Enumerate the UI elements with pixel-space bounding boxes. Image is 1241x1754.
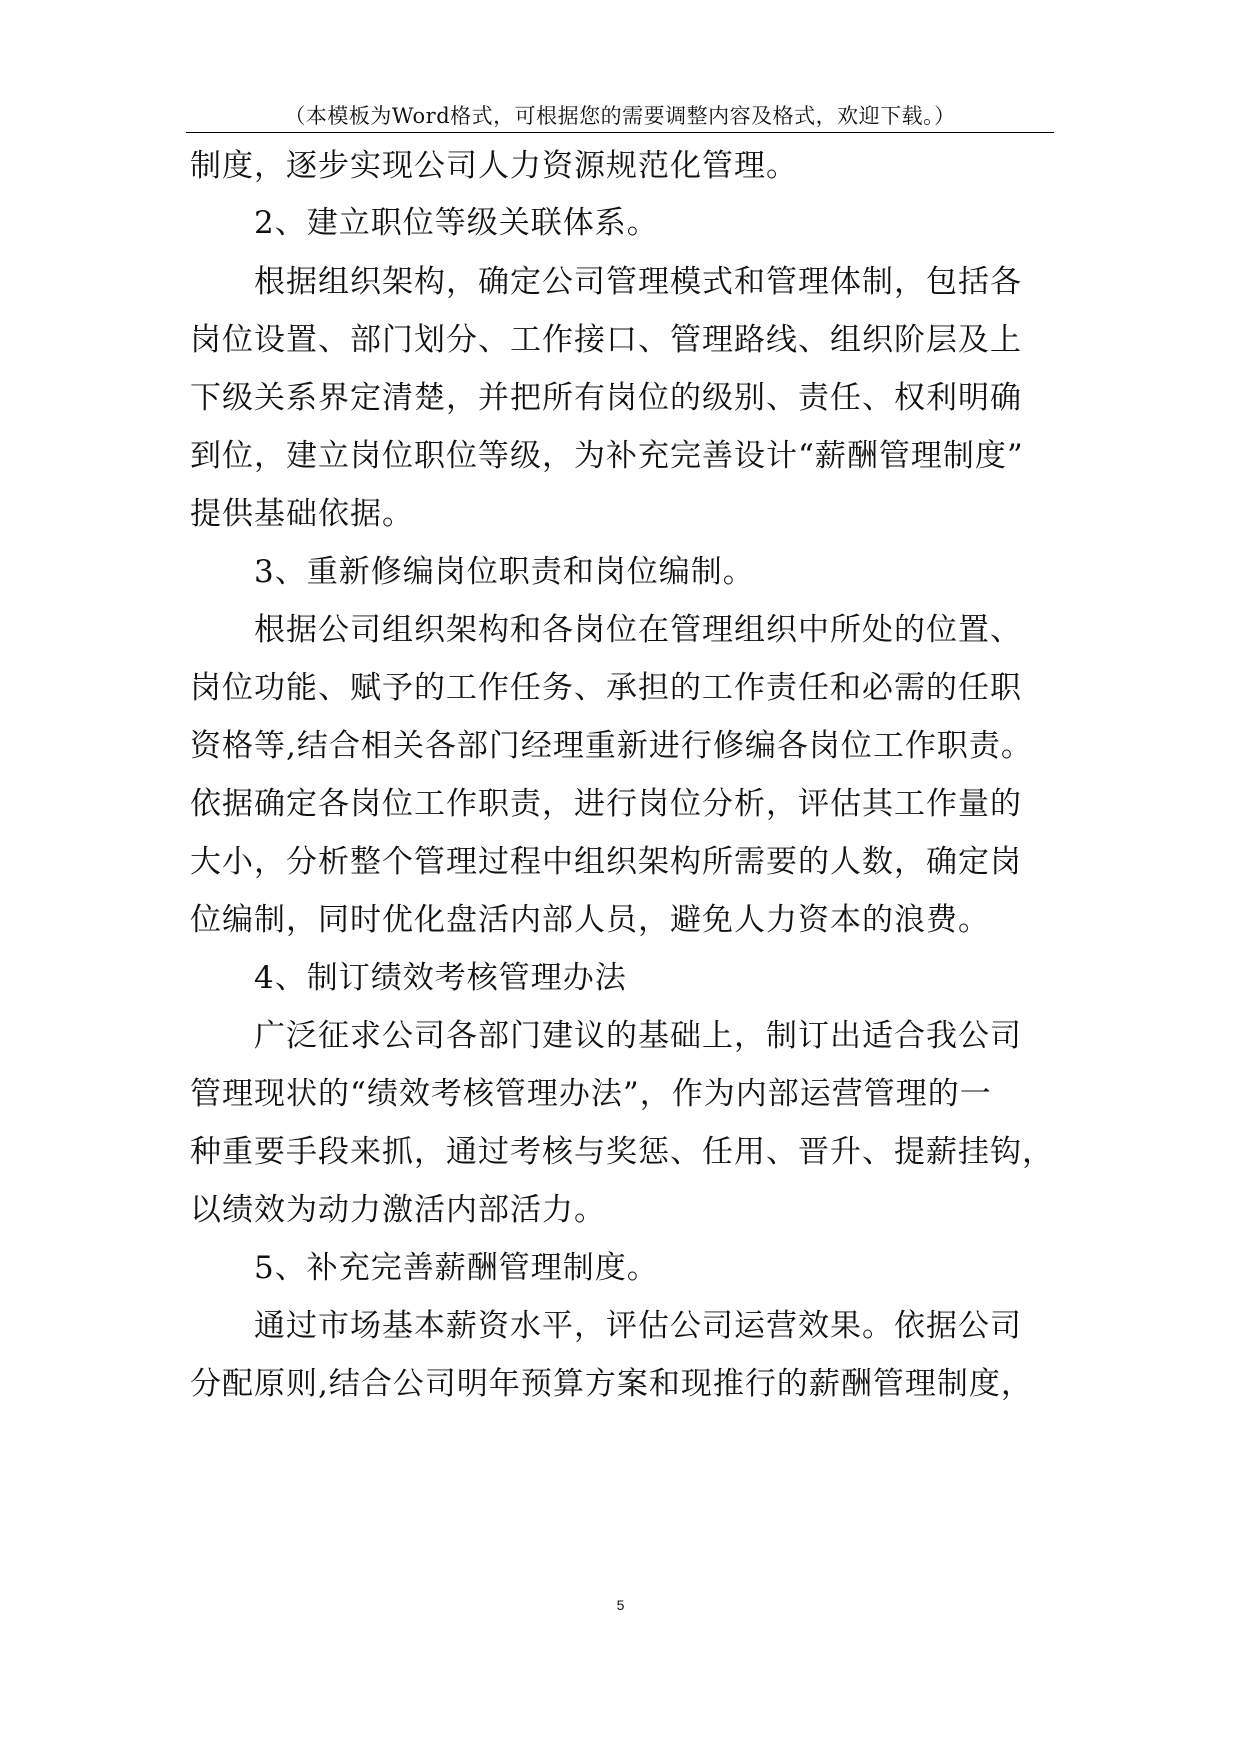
body-line: 岗位功能、赋予的工作任务、承担的工作责任和必需的任职 <box>190 670 1022 706</box>
section-heading: 2、建立职位等级关联体系。 <box>254 205 659 241</box>
body-line: 依据确定各岗位工作职责，进行岗位分析，评估其工作量的 <box>190 786 1022 822</box>
body-line: 根据组织架构，确定公司管理模式和管理体制，包括各 <box>254 264 1022 300</box>
section-heading: 5、补充完善薪酬管理制度。 <box>254 1250 659 1286</box>
body-line: 广泛征求公司各部门建议的基础上，制订出适合我公司 <box>254 1018 1022 1054</box>
section-heading: 3、重新修编岗位职责和岗位编制。 <box>254 554 755 590</box>
body-line: 根据公司组织架构和各岗位在管理组织中所处的位置、 <box>254 612 1022 648</box>
body-line: 以绩效为动力激活内部活力。 <box>190 1192 606 1228</box>
body-line: 种重要手段来抓，通过考核与奖惩、任用、晋升、提薪挂钩， <box>190 1134 1054 1170</box>
body-line: 制度，逐步实现公司人力资源规范化管理。 <box>190 148 798 184</box>
body-line: 岗位设置、部门划分、工作接口、管理路线、组织阶层及上 <box>190 322 1022 358</box>
body-line: 分配原则,结合公司明年预算方案和现推行的薪酬管理制度， <box>190 1366 1033 1402</box>
header-note: （本模板为Word格式，可根据您的需要调整内容及格式，欢迎下载。） <box>284 104 956 128</box>
body-line: 到位，建立岗位职位等级，为补充完善设计“薪酬管理制度” <box>190 438 1024 474</box>
body-line: 提供基础依据。 <box>190 496 414 532</box>
header-rule <box>186 132 1054 133</box>
page-number: 5 <box>616 1597 625 1613</box>
body-line: 管理现状的“绩效考核管理办法”，作为内部运营管理的一 <box>190 1076 992 1112</box>
body-line: 下级关系界定清楚，并把所有岗位的级别、责任、权利明确 <box>190 380 1022 416</box>
section-heading: 4、制订绩效考核管理办法 <box>254 960 627 996</box>
body-line: 位编制，同时优化盘活内部人员，避免人力资本的浪费。 <box>190 902 990 938</box>
body-line: 通过市场基本薪资水平，评估公司运营效果。依据公司 <box>254 1308 1022 1344</box>
body-line: 资格等,结合相关各部门经理重新进行修编各岗位工作职责。 <box>190 728 1033 764</box>
body-line: 大小，分析整个管理过程中组织架构所需要的人数，确定岗 <box>190 844 1022 880</box>
